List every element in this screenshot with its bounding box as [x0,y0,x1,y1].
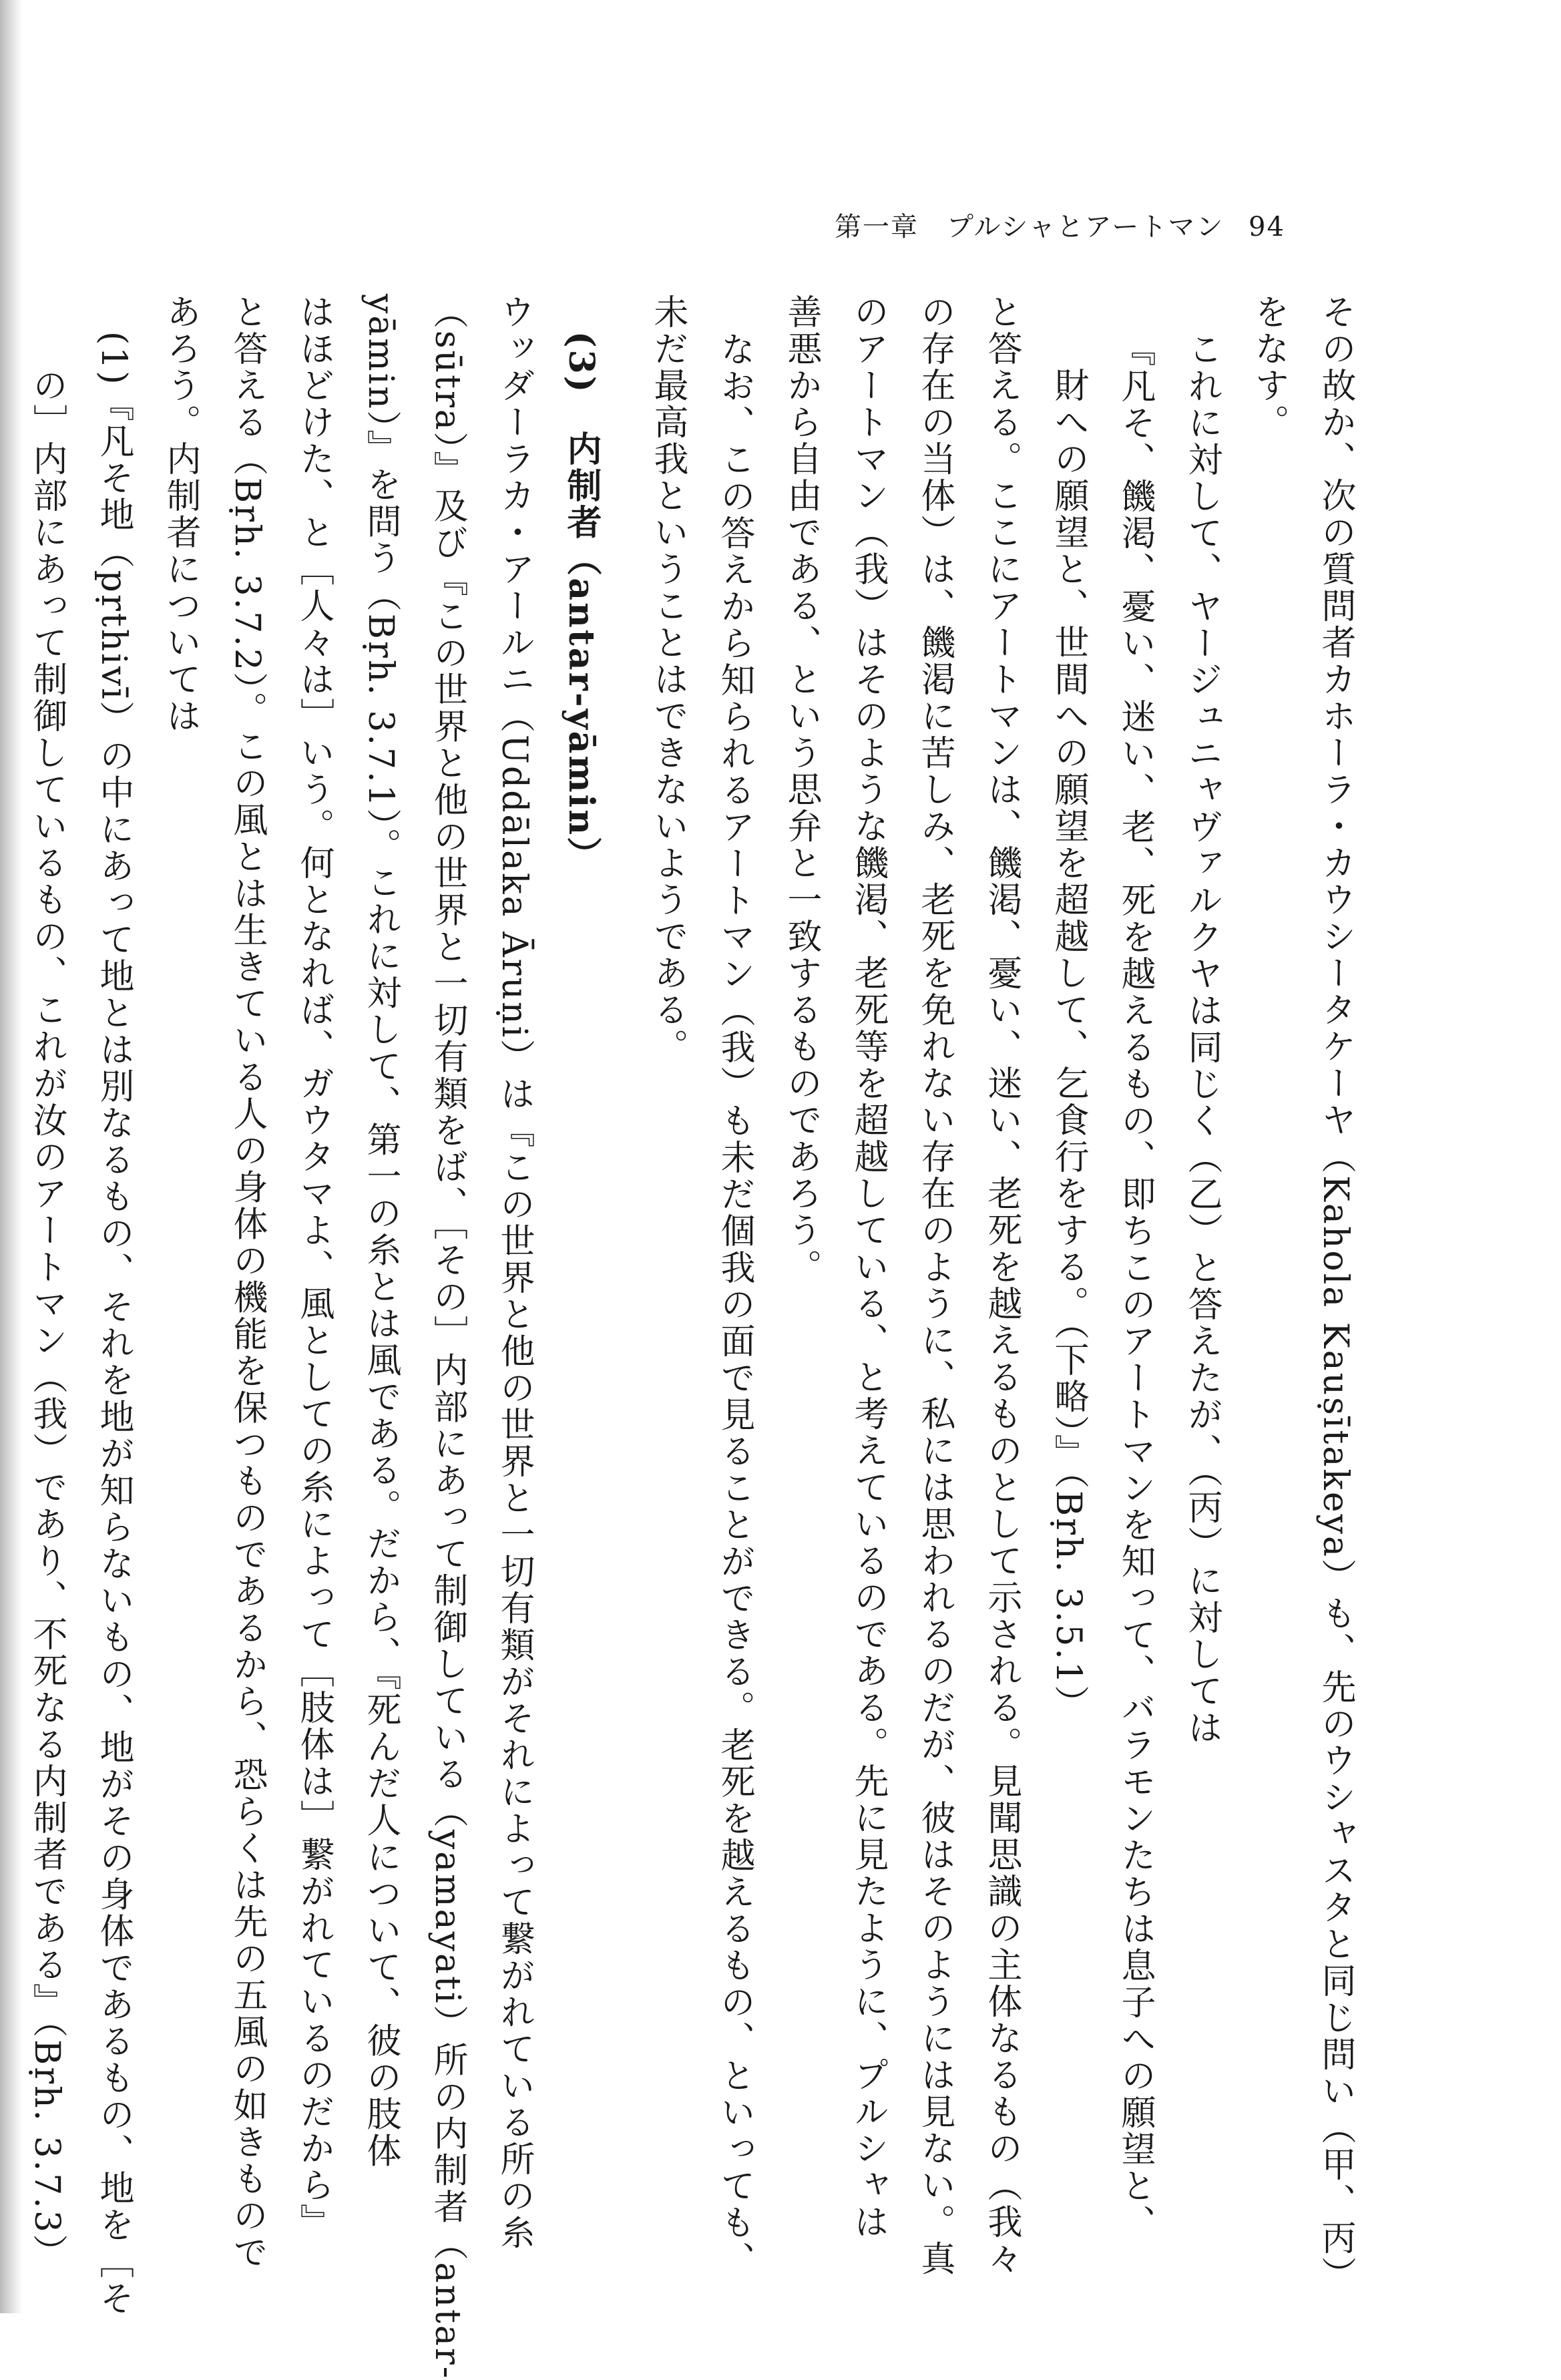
text-line: 善悪から自由である、という思弁と一致するものであろう。 [781,294,821,1285]
text-line: の存在の当体）は、饑渇に苦しみ、老死を免れない存在のように、私には思われるのだが、彼はそのようには見ない。真 [915,294,955,2277]
text-line: 未だ最高我ということはできないようである。 [648,294,688,1065]
section-heading: (3) 内制者（antar-yāmin） [561,331,602,874]
running-header [835,200,1302,254]
text-line: これに対して、ヤージュニャヴァルクヤは同じく（乙）と答えたが、（丙）に対しては [1182,331,1222,1746]
text-line: あろう。内制者については [160,294,200,735]
quote-line: 財への願望と、世間への願望を超越して、乞食行をする。（下略）』（Bṛh. 3.5.1） [1048,367,1088,1722]
text-line: と答える。ここにアートマンは、饑渇、憂い、迷い、老死を越えるものとして示される。見聞思識の主体なるもの（我々 [981,294,1022,2277]
chapter-title: 第一章 プルシャとアートマン [835,212,1224,242]
text-line: と答える（Bṛh. 3.7.2）。この風とは生きている人の身体の機能を保つものであるから、恐らくは先の五風の如きもので [227,294,267,2271]
text-line: なお、この答えから知られるアートマン（我）も未だ個我の面で見ることができる。老死を越えるもの、といっても、 [714,331,754,2278]
quote-line: (1)『凡そ地（pṛthivī）の中にあって地とは別なるもの、それを地が知らないもの、地がその身体であるもの、地を［そ [93,331,134,2317]
text-line: その故か、次の質問者カホーラ・カウシータケーヤ（Kahola Kauṣītakeya）も、先のウシャスタと同じ問い（甲、丙） [1315,294,1355,2294]
section-gap [614,294,634,2110]
page-number: 94 [1249,212,1285,242]
text-line: はほどけた、と［人々は］いう。何となれば、ガウタマよ、風としての糸によって［肢体は］繋がれているのだから』 [294,294,334,2240]
text-line: ウッダーラカ・アールニ（Uddālaka Āruṇi）は『この世界と他の世界と一切有類がそれによって繋がれている所の糸 [494,294,534,2252]
quote-line: の］内部にあって制御しているもの、これが汝のアートマン（我）であり、不死なる内制者である』（Bṛh. 3.7.3） [27,367,67,2271]
text-line [0,294,13,2110]
text-line: yāmin）』を問う（Bṛh. 3.7.1）。これに対して、第一の糸とは風である。だから、『死んだ人について、彼の肢体 [361,294,401,2170]
vertical-text-columns [27,294,1369,2380]
text-line: をなす。 [1249,294,1289,441]
quote-line: 『凡そ、饑渇、憂い、迷い、老、死を越えるもの、即ちこのアートマンを知って、バラモンたちは息子への願望と、 [1115,331,1155,2241]
text-line: のアートマン（我）はそのような饑渇、老死等を超越している、と考えているのである。先に見たように、プルシャは [848,294,888,2240]
body-text-block [27,294,1369,2380]
text-line: （sūtra）』及び『この世界と他の世界と一切有類をば、［その］内部にあって制御している（yamayati）所の内制者（antar- [427,294,467,2380]
